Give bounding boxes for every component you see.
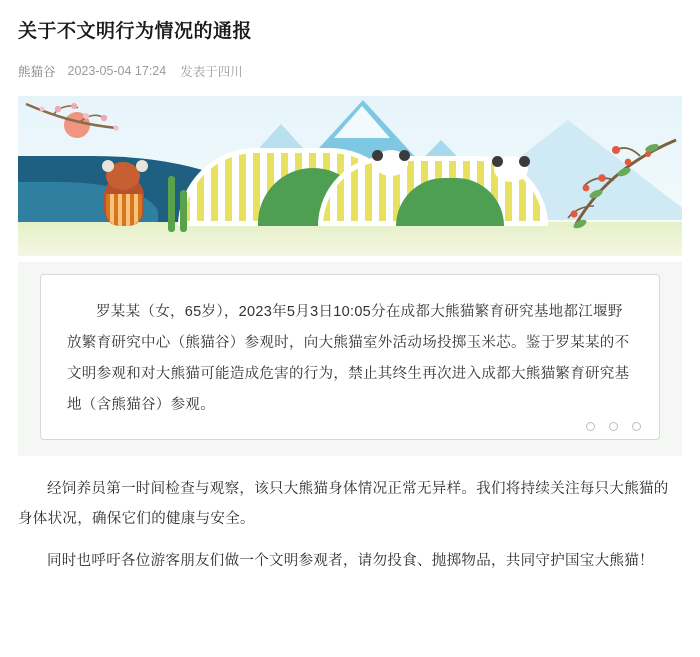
- article-meta: [18, 62, 682, 80]
- carousel-dot[interactable]: [609, 422, 618, 431]
- notice-card: [40, 274, 660, 440]
- carousel-dot[interactable]: [586, 422, 595, 431]
- hero-illustration: [18, 96, 682, 256]
- body-paragraph-1: 经饲养员第一时间检查与观察，该只大熊猫身体情况正常无异样。我们将持续关注每只大熊猫的身体状况，确保它们的健康与安全。: [18, 481, 669, 527]
- body-paragraph-2: 同时也呼吁各位游客朋友们做一个文明参观者，请勿投食、抛掷物品，共同守护国宝大熊猫！: [47, 553, 654, 569]
- carousel-dots[interactable]: [586, 422, 641, 431]
- callout-container: [18, 262, 682, 456]
- panda-face-icon: [374, 150, 408, 176]
- notice-paragraph: 罗某某（女，65岁），2023年5月3日10:05分在成都大熊猫繁育研究基地都江堰野放繁育研究中心（熊猫谷）参观时，向大熊猫室外活动场投掷玉米芯。鉴于罗某某的不文明参观和对大熊猫可能造成危害的行为，禁止其终生再次进入成都大熊猫繁育研究基地（含熊猫谷）参观。: [67, 304, 630, 413]
- bamboo-shape: [180, 190, 187, 232]
- page-title: 关于不文明行为情况的通报: [18, 21, 253, 42]
- article-body: [18, 474, 682, 576]
- bamboo-shape: [168, 176, 175, 232]
- branch-icon: [24, 102, 144, 172]
- meta-author[interactable]: 熊猫谷: [18, 65, 56, 79]
- meta-date: 2023-05-04 17:24: [67, 64, 167, 78]
- carousel-dot[interactable]: [632, 422, 641, 431]
- panda-face-icon: [494, 156, 528, 182]
- branch-icon: [528, 132, 678, 252]
- mountain-snowcap: [334, 106, 390, 138]
- article-page: [0, 18, 700, 657]
- meta-source: 发表于四川: [180, 65, 243, 79]
